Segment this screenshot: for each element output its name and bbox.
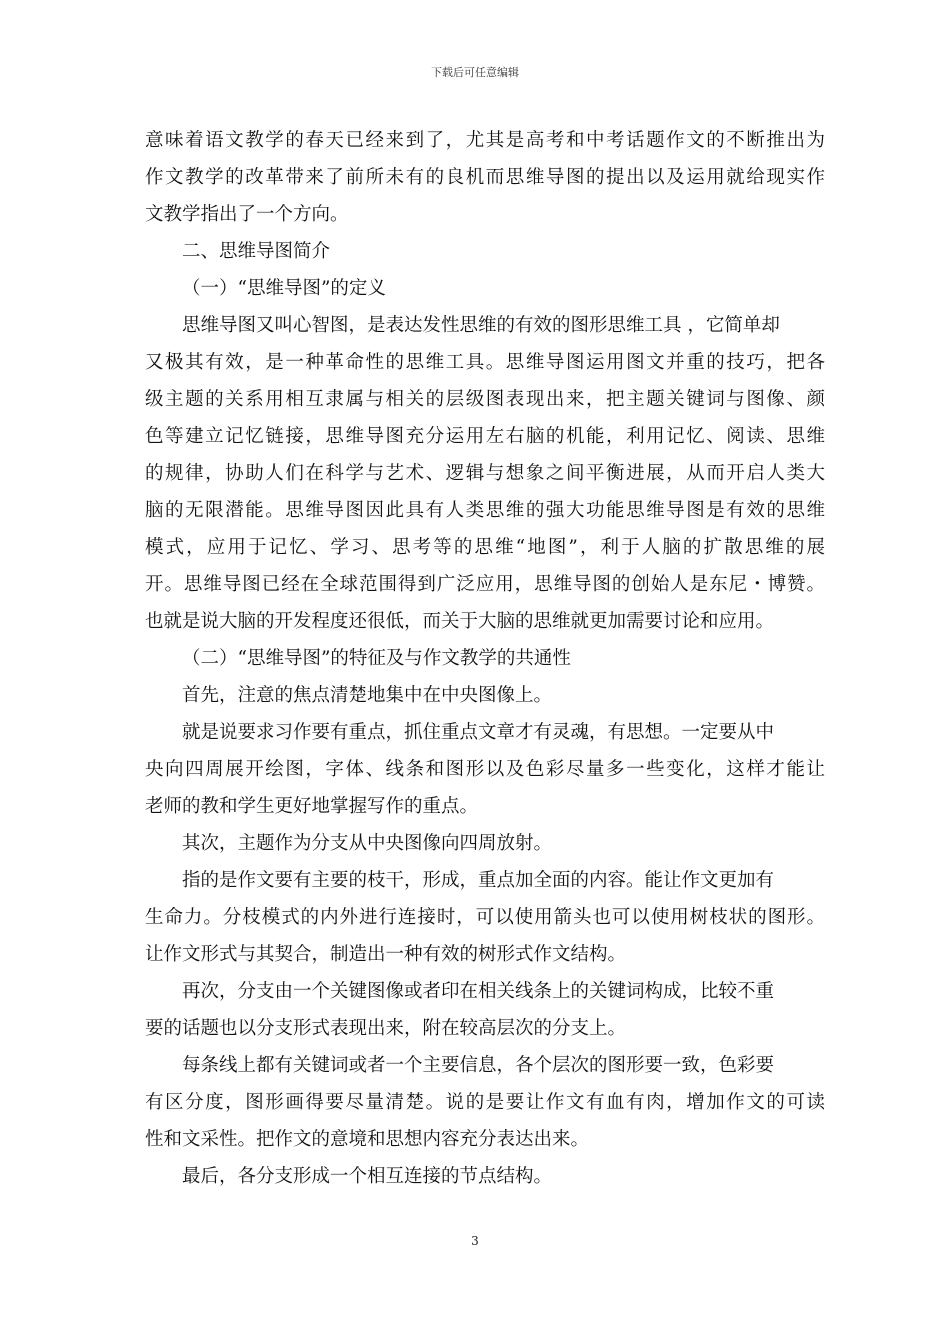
body-line: 生命力。分枝模式的内外进行连接时，可以使用箭头也可以使用树枝状的图形。: [145, 907, 825, 928]
body-line: 文教学指出了一个方向。: [145, 204, 349, 225]
body-line: 每条线上都有关键词或者一个主要信息，各个层次的图形要一致，色彩要: [182, 1055, 775, 1076]
document-body: [145, 122, 825, 1195]
body-line: 让作文形式与其契合，制造出一种有效的树形式作文结构。: [145, 944, 627, 965]
body-line: 思维导图又叫心智图，是表达发性思维的有效的图形思维工具 ，它简单却: [182, 315, 780, 336]
body-line: 作文教学的改革带来了前所未有的良机而思维导图的提出以及运用就给现实作: [145, 167, 825, 188]
body-line: 最后，各分支形成一个相互连接的节点结构。: [182, 1166, 553, 1187]
body-line: 就是说要求习作要有重点，抓住重点文章才有灵魂，有思想。一定要从中: [182, 722, 775, 743]
body-line: 要的话题也以分支形式表现出来，附在较高层次的分支上。: [145, 1018, 627, 1039]
body-line: 又极其有效，是一种革命性的思维工具。思维导图运用图文并重的技巧，把各: [145, 352, 825, 373]
body-line: 色等建立记忆链接，思维导图充分运用左右脑的机能，利用记忆、阅读、思维: [145, 426, 825, 447]
body-line: 央向四周展开绘图，字体、线条和图形以及色彩尽量多一些变化，这样才能让: [145, 759, 825, 780]
subsection-heading: （二）“思维导图”的特征及与作文教学的共通性: [182, 648, 571, 669]
body-line: 首先，注意的焦点清楚地集中在中央图像上。: [182, 685, 553, 706]
body-line: 级主题的关系用相互隶属与相关的层级图表现出来，把主题关键词与图像、颜: [145, 389, 825, 410]
body-line: 也就是说大脑的开发程度还很低，而关于大脑的思维就更加需要讨论和应用。: [145, 611, 775, 632]
subsection-heading: （一）“思维导图”的定义: [182, 278, 386, 299]
body-line: 脑的无限潜能。思维导图因此具有人类思维的强大功能思维导图是有效的思维: [145, 500, 825, 521]
body-line: 开。思维导图已经在全球范围得到广泛应用，思维导图的创始人是东尼・博赞。: [145, 574, 825, 595]
body-line: 指的是作文要有主要的枝干，形成，重点加全面的内容。能让作文更加有: [182, 870, 775, 891]
body-line: 再次，分支由一个关键图像或者印在相关线条上的关键词构成，比较不重: [182, 981, 775, 1002]
body-line: 模式，应用于记忆、学习、思考等的思维“地图”，利于人脑的扩散思维的展: [145, 537, 825, 558]
body-line: 其次，主题作为分支从中央图像向四周放射。: [182, 833, 553, 854]
body-line: 性和文采性。把作文的意境和思想内容充分表达出来。: [145, 1129, 590, 1150]
body-line: 意味着语文教学的春天已经来到了，尤其是高考和中考话题作文的不断推出为: [145, 130, 825, 151]
body-line: 老师的教和学生更好地掌握写作的重点。: [145, 796, 479, 817]
page-number: 3: [471, 1234, 479, 1248]
body-line: 的规律，协助人们在科学与艺术、逻辑与想象之间平衡进展，从而开启人类大: [145, 463, 825, 484]
body-line: 有区分度，图形画得要尽量清楚。说的是要让作文有血有肉，增加作文的可读: [145, 1092, 825, 1113]
page-header: 下载后可任意编辑: [431, 66, 519, 79]
section-heading: 二、思维导图简介: [182, 241, 331, 262]
